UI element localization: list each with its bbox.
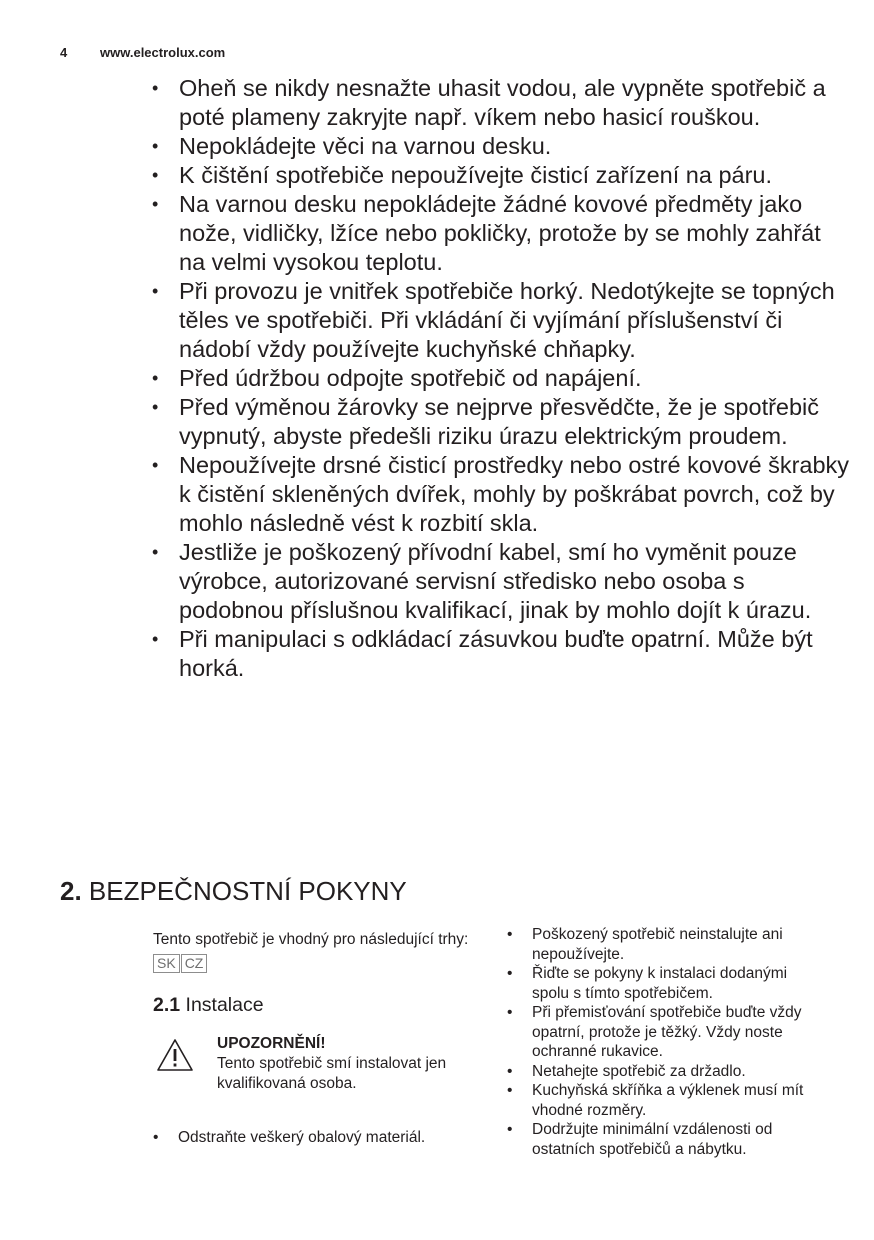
bullet-icon: • [152, 281, 159, 301]
website-link[interactable]: www.electrolux.com [100, 45, 226, 60]
bullet-icon: • [507, 965, 513, 982]
list-item: • Při provozu je vnitřek spotřebiče horký. Nedotýkejte se topných těles ve spotřebiči. Při vkládání či vyjímání příslušenství či nádobí vždy používejte kuchyňské chňapky. [152, 278, 835, 362]
warning-text: Tento spotřebič smí instalovat jen kvalifikovaná osoba. [217, 1055, 447, 1092]
bullet-icon: • [152, 136, 159, 156]
list-item: • Před výměnou žárovky se nejprve přesvědčte, že je spotřebič vypnutý, abyste předešli riziku úrazu elektrickým proudem. [152, 394, 820, 449]
install-list-right [507, 925, 827, 1159]
subsection-title-text: Instalace [185, 994, 264, 1016]
bullet-icon: • [152, 368, 159, 388]
list-item: • Dodržujte minimální vzdálenosti od ostatních spotřebičů a nábytku. [507, 1121, 773, 1158]
subsection-title [153, 994, 264, 1017]
bullet-icon: • [153, 1129, 159, 1146]
section-number: 2. [60, 876, 82, 906]
bullet-icon: • [507, 1121, 513, 1138]
warning-box [217, 1034, 457, 1094]
bullet-icon: • [152, 629, 159, 649]
intro-text: Tento spotřebič je vhodný pro následující trhy: [153, 931, 469, 948]
bullet-icon: • [152, 78, 159, 98]
safety-bullet-list [150, 74, 850, 683]
list-item: • Poškozený spotřebič neinstalujte ani nepoužívejte. [507, 926, 783, 963]
page-header [60, 45, 225, 60]
section-title-text: BEZPEČNOSTNÍ POKYNY [88, 876, 407, 906]
list-item: • Jestliže je poškozený přívodní kabel, smí ho vyměnit pouze výrobce, autorizované servisní středisko nebo osoba s podobnou příslušnou kvalifikací, jinak by mohlo dojít k úrazu. [152, 539, 812, 623]
list-item: • Oheň se nikdy nesnažte uhasit vodou, ale vypněte spotřebič a poté plameny zakryjte např. víkem nebo hasicí rouškou. [152, 75, 826, 130]
list-item: • Nepokládejte věci na varnou desku. [152, 133, 552, 159]
list-item: • Nepoužívejte drsné čisticí prostředky nebo ostré kovové škrabky k čistění skleněných dvířek, mohly by poškrábat povrch, což by mohlo následně vést k rozbití skla. [152, 452, 850, 536]
list-item: • Řiďte se pokyny k instalaci dodanými spolu s tímto spotřebičem. [507, 965, 788, 1002]
list-item: • Na varnou desku nepokládejte žádné kovové předměty jako nože, vidličky, lžíce nebo pokličky, protože by se mohly zahřát na velmi vysokou teplotu. [152, 191, 821, 275]
bullet-icon: • [152, 542, 159, 562]
list-item: • Odstraňte veškerý obalový materiál. [153, 1129, 426, 1146]
bullet-icon: • [152, 397, 159, 417]
list-item: • Netahejte spotřebič za držadlo. [507, 1062, 746, 1080]
bullet-icon: • [507, 1082, 513, 1099]
market-intro [153, 928, 483, 976]
bullet-icon: • [507, 926, 513, 943]
list-item: • Kuchyňská skříňka a výklenek musí mít vhodné rozměry. [507, 1082, 804, 1119]
list-item: • K čištění spotřebiče nepoužívejte čisticí zařízení na páru. [152, 162, 773, 188]
install-list-left [153, 1128, 483, 1148]
page-number: 4 [60, 45, 68, 60]
section-title [60, 876, 407, 907]
list-item: • Při manipulaci s odkládací zásuvkou buďte opatrní. Může být horká. [152, 626, 813, 681]
bullet-icon: • [507, 1062, 513, 1080]
list-item: • Před údržbou odpojte spotřebič od napájení. [152, 365, 642, 391]
warning-title: UPOZORNĚNÍ! [217, 1035, 326, 1052]
bullet-icon: • [152, 194, 159, 214]
warning-triangle-icon [156, 1038, 194, 1072]
market-code: SK [153, 954, 180, 973]
bullet-icon: • [152, 455, 159, 475]
bullet-icon: • [152, 165, 159, 185]
bullet-icon: • [507, 1004, 513, 1021]
subsection-number: 2.1 [153, 994, 181, 1016]
list-item: • Při přemisťování spotřebiče buďte vždy opatrní, protože je těžký. Vždy noste ochranné rukavice. [507, 1004, 802, 1060]
market-code: CZ [181, 954, 208, 973]
